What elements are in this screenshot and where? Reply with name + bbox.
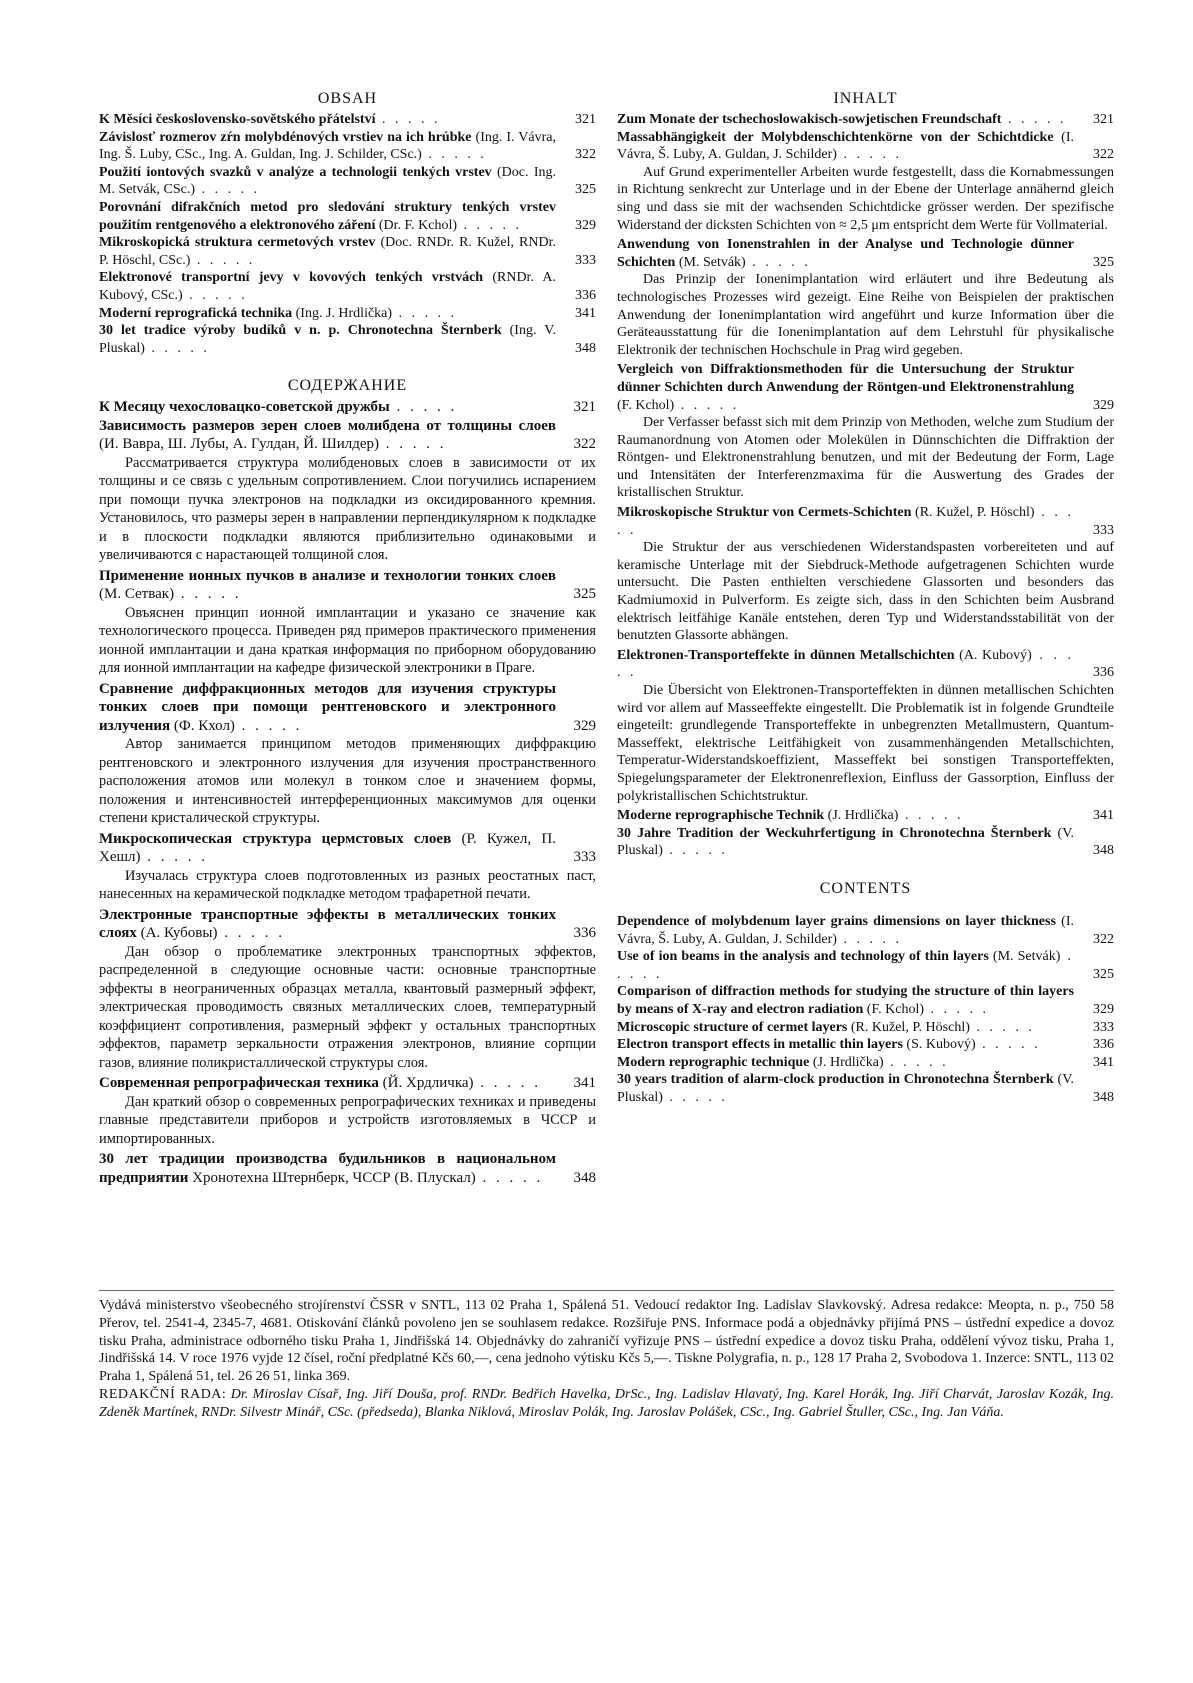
entry-title: Микроскопическая структура цермстовых слоев	[99, 830, 452, 847]
leader-dots: . . . . .	[473, 1075, 542, 1092]
toc-entry	[99, 680, 596, 736]
leader-dots: . . . . .	[898, 808, 964, 824]
toc-entry	[617, 111, 1114, 129]
leader-dots: . . . . .	[674, 397, 740, 413]
imprint	[99, 1290, 1114, 1422]
entry-author: (Ing. I. Vávra, Ing. Š. Luby, CSc., Ing. A. Guldan, Ing. J. Schilder, CSc.)	[99, 129, 557, 163]
leader-dots: . . . . .	[662, 843, 728, 859]
entry-title: Elektronové transportní jevy v kovových tenkých vrstvách	[99, 270, 484, 286]
entry-title: Mikroskopische Struktur von Cermets-Schichten	[617, 505, 912, 521]
entry-page-number: 341	[1093, 808, 1114, 824]
entry-title: Dependence of molybdenum layer grains dimensions on layer thickness	[617, 913, 1056, 929]
entry-title: Porovnání difrakčních metod pro sledování struktury tenkých vrstev použitím rentgenového a elektronového záření	[99, 199, 556, 233]
entry-author: (R. Kužel, P. Höschl)	[850, 1019, 970, 1035]
leader-dots: . . . . .	[745, 254, 811, 270]
entry-page-number: 341	[575, 305, 596, 321]
toc-entry	[617, 1036, 1114, 1054]
entry-author: (Ф. Кхол)	[173, 717, 235, 734]
entry-title: Применение ионных пучков в анализе и технологии тонких слоев	[99, 567, 556, 584]
entry-page-number: 336	[573, 925, 596, 942]
entry-author: (Ing. V. Pluskal)	[99, 323, 556, 356]
entry-page-number: 329	[1093, 1001, 1114, 1017]
toc-entry	[617, 1071, 1114, 1106]
entry-page-number: 325	[575, 182, 596, 198]
leader-dots: . . . . .	[1001, 112, 1067, 127]
leader-dots: . . . . .	[389, 399, 458, 416]
leader-dots: . . . . .	[617, 505, 1075, 538]
entry-title: Moderní reprografická technika	[99, 305, 293, 321]
leader-dots: . . . . .	[836, 931, 902, 947]
toc-entry	[99, 129, 596, 164]
entry-author: Хронотехна Штернберк, ЧССР (В. Плускал)	[192, 1169, 476, 1186]
entry-abstract: Изучалась структура слоев подготовленных из разных реостатных паст, нанесенных на керамической подкладке методом трафаретной печати.	[99, 867, 596, 903]
toc-entry	[617, 913, 1114, 948]
inhalt-title: INHALT	[833, 90, 898, 107]
entry-page-number: 348	[1093, 843, 1114, 859]
entry-page-number: 322	[573, 436, 596, 453]
toc-entry	[99, 164, 596, 199]
entry-author: (V. Pluskal)	[617, 825, 1074, 859]
leader-dots: . . . . .	[975, 1037, 1041, 1053]
leader-dots: . . . . .	[379, 436, 447, 453]
entry-abstract: Автор занимается принципом методов применяющих диффракцию рентгеновского и электронного излучения для изучения пространственного расположения атомов или молекул в тонком слое и значением формы, положения и интенсивностей интерференционных максимумов для оценки степени кристалической структуры.	[99, 736, 596, 827]
entry-author: (F. Kchol)	[617, 397, 675, 413]
obsah-title: OBSAH	[317, 90, 378, 107]
entry-abstract: Die Struktur der aus verschiedenen Widerstandspasten vorbereiteten und auf keramische Unterlage mit der Siebdruck-Methode aufgetragenen Schichten wurde untersucht. Die Pasten enthielten verschiedene Glassorten und besonders das Kadmiumoxid in Pulverform. Es zeigte sich, dass in den Schichten beim Ausbrand elektrisch leitfähige Kanäle entstehen, deren Typ und Widerstandsstabilität von der benutzten Glassorte abhängen.	[617, 540, 1114, 644]
entry-title: Použití iontových svazků v analýze a technologii tenkých vrstev	[99, 164, 492, 180]
toc-entry	[617, 825, 1114, 860]
entry-title: Electron transport effects in metallic thin layers	[617, 1037, 903, 1053]
leader-dots: . . . . .	[392, 305, 458, 321]
entry-title: Elektronen-Transporteffekte in dünnen Metallschichten	[617, 647, 955, 663]
leader-dots: . . . . .	[217, 925, 285, 942]
leader-dots: . . . . .	[234, 717, 303, 734]
entry-page-number: 329	[1093, 397, 1114, 413]
leader-dots: . . . . .	[195, 182, 261, 198]
obsah-list	[99, 111, 596, 357]
entry-page-number: 336	[575, 287, 596, 303]
toc-entry	[99, 1074, 596, 1093]
toc-entry	[99, 234, 596, 269]
toc-entry	[617, 129, 1114, 164]
entry-title: 30 лет традиции производства будильников в национальном предприятии	[99, 1151, 556, 1186]
entry-author: (F. Kchol)	[866, 1001, 924, 1017]
right-column	[617, 90, 1114, 1106]
leader-dots: . . . . .	[457, 217, 523, 233]
entry-title: Mikroskopická struktura cermetových vrstev	[99, 235, 376, 251]
entry-page-number: 322	[1093, 931, 1114, 947]
toc-entry	[617, 1019, 1114, 1037]
toc-entry	[617, 504, 1114, 539]
leader-dots: . . . . .	[144, 340, 210, 356]
entry-abstract: Das Prinzip der Ionenimplantation wird erläutert und ihre Bedeutung als technologisches Prozesses wird gezeigt. Eine Reihe von Beispielen der praktischen Anwendung der Ionenimplantation wird angeführt und kurze Information über die Geräteausstattung für die Ionenimplantation auf dem Lehrstuhl für physikalische Elektronik der technischen Hochschule in Prag wird gegeben.	[617, 272, 1114, 358]
toc-entry	[99, 417, 596, 454]
entry-page-number: 341	[1093, 1054, 1114, 1070]
toc-entry	[617, 361, 1114, 414]
leader-dots: . . . . .	[174, 586, 242, 603]
entry-abstract: Auf Grund experimenteller Arbeiten wurde festgestellt, dass die Kornabmessungen in Richtung senkrecht zur Unterlage und in der Ebene der Unterlage annähernd gleich sing und dass sie mit der wachsenden Schichtdicke grösser werden. Der spezifische Widerstand der dicksten Schichten von ≈ 2,5 μm entspricht dem Werte für Vollmaterial.	[617, 164, 1114, 233]
entry-author: (I. Vávra, Š. Luby, A. Guldan, J. Schilder)	[617, 913, 1074, 947]
entry-author: (RNDr. A. Kubový, CSc.)	[99, 270, 557, 303]
toc-entry	[99, 906, 596, 943]
toc-entry	[617, 983, 1114, 1018]
entry-author: (S. Kubový)	[906, 1037, 976, 1053]
entry-author: (Р. Кужел, П. Хешл)	[99, 830, 557, 866]
entry-abstract: Овъяснен принцип ионной имплантации и указано се значение как технологического процесса. Приведен ряд примеров практического применения ионной имплантации и дана краткая информация по приборном оборудованию для ионной имплантации на кафедре физической электроники в Праге.	[99, 604, 596, 677]
entry-title: Microscopic structure of cermet layers	[617, 1019, 848, 1035]
entry-page-number: 325	[573, 586, 596, 603]
entry-author: (Doc. RNDr. R. Kužel, RNDr. P. Höschl, CSc.)	[99, 235, 556, 268]
leader-dots: . . . . .	[140, 849, 209, 866]
entry-page-number: 336	[1093, 1037, 1114, 1053]
toc-entry	[99, 567, 596, 604]
toc-entry	[617, 948, 1114, 983]
toc-entry	[99, 830, 596, 867]
entry-page-number: 321	[575, 112, 596, 127]
entry-title: Massabhängigkeit der Molybdenschichtenkörne von der Schichtdicke	[617, 129, 1054, 145]
entry-page-number: 329	[573, 717, 596, 734]
entry-author: (Й. Хрдличка)	[382, 1075, 474, 1092]
leader-dots: . . . . .	[662, 1089, 728, 1105]
soderzhanie-list	[99, 398, 596, 1187]
entry-title: 30 years tradition of alarm-clock production in Chronotechna Šternberk	[617, 1072, 1054, 1088]
entry-title: Zum Monate der tschechoslowakisch-sowjetischen Freundschaft	[617, 112, 1002, 127]
entry-title: Vergleich von Diffraktionsmethoden für die Untersuchung der Struktur dünner Schichten durch Anwendung der Röntgen-und Elektronenstrahlung	[617, 362, 1074, 395]
entry-page-number: 321	[1093, 112, 1114, 127]
entry-author: (V. Pluskal)	[617, 1072, 1075, 1105]
entry-title: К Месяцу чехословацко-советской дружбы	[99, 399, 390, 416]
leader-dots: . . . . .	[617, 647, 1075, 681]
leader-dots: . . . . .	[969, 1019, 1035, 1035]
toc-entry	[617, 807, 1114, 825]
toc-entry	[99, 1150, 596, 1187]
entry-page-number: 325	[1093, 254, 1114, 270]
toc-entry	[617, 236, 1114, 271]
entry-title: K Měsíci československo-sovětského přátelství	[99, 112, 376, 127]
entry-title: Moderne reprographische Technik	[617, 808, 825, 824]
entry-title: Závislosť rozmerov zŕn molybdénových vrstiev na ich hrúbke	[99, 129, 472, 145]
toc-entry	[99, 199, 596, 234]
leader-dots: . . . . .	[475, 1169, 544, 1186]
entry-abstract: Der Verfasser befasst sich mit dem Prinzip von Methoden, welche zum Studium der Raumanordnung von Atomen oder Molekülen in Dünnschichten die Diffraktion der Röntgen- und Elektronenstrahlung benutzen, und mit der Bedeutung der Form, Lage und Intensitäten der Interferenzmaxima für die Auswertung des Grades der kristallischen Struktur.	[617, 415, 1114, 501]
entry-abstract: Рассматривается структура молибденовых слоев в зависимости от их толщины и се связь с удельным сопротивлением. Слои погучились испарением при помощи пучка электронов на подкладки из оксидированного кремния. Установилось, что размеры зерен в направлении перпендикулярном к подкладке и в плоскости подкладки являются приблизительно одинаковыми и увеличиваются с нарастающей толщиной слоя.	[99, 454, 596, 564]
leader-dots: . . . . .	[421, 147, 487, 163]
entry-page-number: 348	[575, 340, 596, 356]
entry-title: Электронные транспортные эффекты в металлических тонких слоях	[99, 906, 556, 942]
leader-dots: . . . . .	[190, 252, 256, 268]
entry-page-number: 333	[575, 252, 596, 268]
entry-page-number: 322	[1093, 147, 1114, 163]
toc-entry	[617, 1054, 1114, 1072]
toc-entry	[99, 269, 596, 304]
entry-title: Modern reprographic technique	[617, 1054, 810, 1070]
entry-author: (Doc. Ing. M. Setvák, CSc.)	[99, 164, 556, 198]
leader-dots: . . . . .	[182, 287, 248, 303]
entry-author: (M. Setvák)	[678, 254, 746, 270]
leader-dots: . . . . .	[375, 112, 441, 127]
entry-page-number: 336	[1093, 665, 1114, 681]
entry-page-number: 329	[575, 217, 596, 233]
entry-abstract: Дан краткий обзор о современных репрографических техниках и приведены главные представители приборов и устройств изготовляемых в ЧССР и импортированных.	[99, 1093, 596, 1147]
entry-title: Зависимость размеров зерен слоев молибдена от толщины слоев	[99, 417, 556, 434]
entry-abstract: Дан обзор о проблематике электронных транспортных эффектов, распределенной в следующие основные части: основные транспортные эффекты в неограниченных образцах металла, квантовый размерный эффект, электрическая проводимость связных металлических слоев, температурный коэффициент сопротивления, размерный эффект у остальных транспортных эффектов, параметр зеркальности отражения электронов, влияние сорпции газов, влияние поликристаллической структуры слоя.	[99, 943, 596, 1071]
leader-dots: . . . . .	[883, 1054, 949, 1070]
editorial-board-names: Dr. Miroslav Císař, Ing. Jiří Douša, prof. RNDr. Bedřich Havelka, DrSc., Ing. Ladislav Hlavatý, Ing. Karel Horák, Ing. Jiří Charvát, Jaroslav Kozák, Ing. Zdeněk Martínek, RNDr. Silvestr Minář, CSc. (předseda), Blanka Niklová, Miroslav Polák, Ing. Jaroslav Polášek, CSc., Ing. Gabriel Štuller, CSc., Ing. Jan Váňa.	[99, 1386, 1115, 1420]
leader-dots: . . . . .	[924, 1001, 989, 1017]
entry-page-number: 333	[1093, 522, 1114, 538]
entry-author: (Ing. J. Hrdlička)	[295, 305, 393, 321]
toc-entry	[99, 322, 596, 357]
entry-author: (R. Kužel, P. Höschl)	[915, 505, 1035, 521]
entry-title: Anwendung von Ionenstrahlen in der Analyse und Technologie dünner Schichten	[617, 237, 1074, 270]
entry-page-number: 348	[573, 1169, 596, 1186]
toc-entry	[99, 398, 596, 417]
entry-author: (M. Setvák)	[992, 949, 1061, 965]
contents-list	[617, 913, 1114, 1107]
entry-page-number: 341	[573, 1075, 596, 1092]
entry-page-number: 322	[575, 147, 596, 163]
editorial-board-label: REDAKČNÍ RADA:	[99, 1386, 227, 1402]
entry-author: (J. Hrdlička)	[827, 808, 899, 824]
entry-author: (И. Вавра, Ш. Лубы, А. Гулдан, Й. Шилдер)	[99, 436, 380, 453]
leader-dots: . . . . .	[836, 147, 902, 163]
imprint-text: Vydává ministerstvo všeobecného strojírenství ČSSR v SNTL, 113 02 Praha 1, Spálená 51. Vedoucí redaktor Ing. Ladislav Slavkovský. Adresa redakce: Meopta, n. p., 750 58 Přerov, tel. 2541-4, 2345-7, 4681. Otiskování článků povoleno jen se souhlasem redakce. Rozšiřuje PNS. Informace podá a objednávky přijímá PNS – ústřední expedice a dovoz tisku Praha, administrace odborného tisku Praha 1, Jindřišská 14. Objednávky do zahraničí vyřizuje PNS – ústřední expedice a dovoz tisku Praha, oddělení vývoz tisku, Praha 1, Jindřišská 14. V roce 1976 vyjde 12 čísel, roční předplatné Kčs 60,—, cena jednoho výtisku Kčs 5,—. Tiskne Polygrafia, n. p., 128 17 Praha 2, Svobodova 1. Inzerce: SNTL, 113 02 Praha 1, Spálená 51, tel. 26 26 51, linka 369.	[99, 1298, 1114, 1385]
inhalt-list	[617, 111, 1114, 860]
leader-dots: . . . . .	[617, 949, 1075, 982]
entry-abstract: Die Übersicht von Elektronen-Transporteffekten in dünnen metallischen Schichten wird vor allem auf Masseeffekte eingestellt. Die Problematik ist in folgende Grundteile eingeteilt: grundlegende Transporteffekte in unbegrenzten Metallmustern, Quantum-Masseffekt, elektrische Leitfähigkeit von zusammenhängenden Metallschichten, Temperatur-Widerstandskoeffizient, Masseffekt bei sonstigen Transporteffekten, Spiegelungsparameter der Elektronenreflexion, Einfluss der Gassorption, Einfluss der polykristallischen Schichtstruktur.	[617, 683, 1114, 804]
toc-entry	[617, 647, 1114, 682]
entry-page-number: 321	[573, 399, 596, 416]
toc-entry	[99, 305, 596, 323]
entry-author: (Dr. F. Kchol)	[378, 217, 458, 233]
toc-entry	[99, 111, 596, 129]
entry-page-number: 333	[573, 849, 596, 866]
entry-page-number: 333	[1093, 1019, 1114, 1035]
entry-author: (A. Kubový)	[959, 647, 1032, 663]
entry-author: (М. Сетвак)	[99, 586, 175, 603]
entry-title: Сравнение диффракционных методов для изучения структуры тонких слоев при помощи рентгеновского и электронного излучения	[99, 680, 556, 734]
left-column	[99, 90, 596, 1187]
entry-title: 30 let tradice výroby budíků v n. p. Chronotechna Šternberk	[99, 323, 502, 339]
entry-page-number: 325	[1093, 966, 1114, 982]
entry-author: (I. Vávra, Š. Luby, A. Guldan, J. Schilder)	[617, 129, 1074, 163]
entry-title: Comparison of diffraction methods for studying the structure of thin layers by means of X-ray and electron radiation	[617, 984, 1074, 1017]
entry-title: Современная репрографическая техника	[99, 1075, 379, 1092]
entry-page-number: 348	[1093, 1089, 1114, 1105]
contents-title: CONTENTS	[819, 879, 912, 897]
entry-author: (А. Кубовы)	[140, 925, 218, 942]
soderzhanie-title: СОДЕРЖАНИЕ	[287, 377, 408, 395]
editorial-board	[99, 1386, 1114, 1422]
entry-author: (J. Hrdlička)	[812, 1054, 884, 1070]
entry-title: 30 Jahre Tradition der Weckuhrfertigung in Chronotechna Šternberk	[617, 825, 1052, 841]
entry-title: Use of ion beams in the analysis and technology of thin layers	[617, 949, 989, 965]
